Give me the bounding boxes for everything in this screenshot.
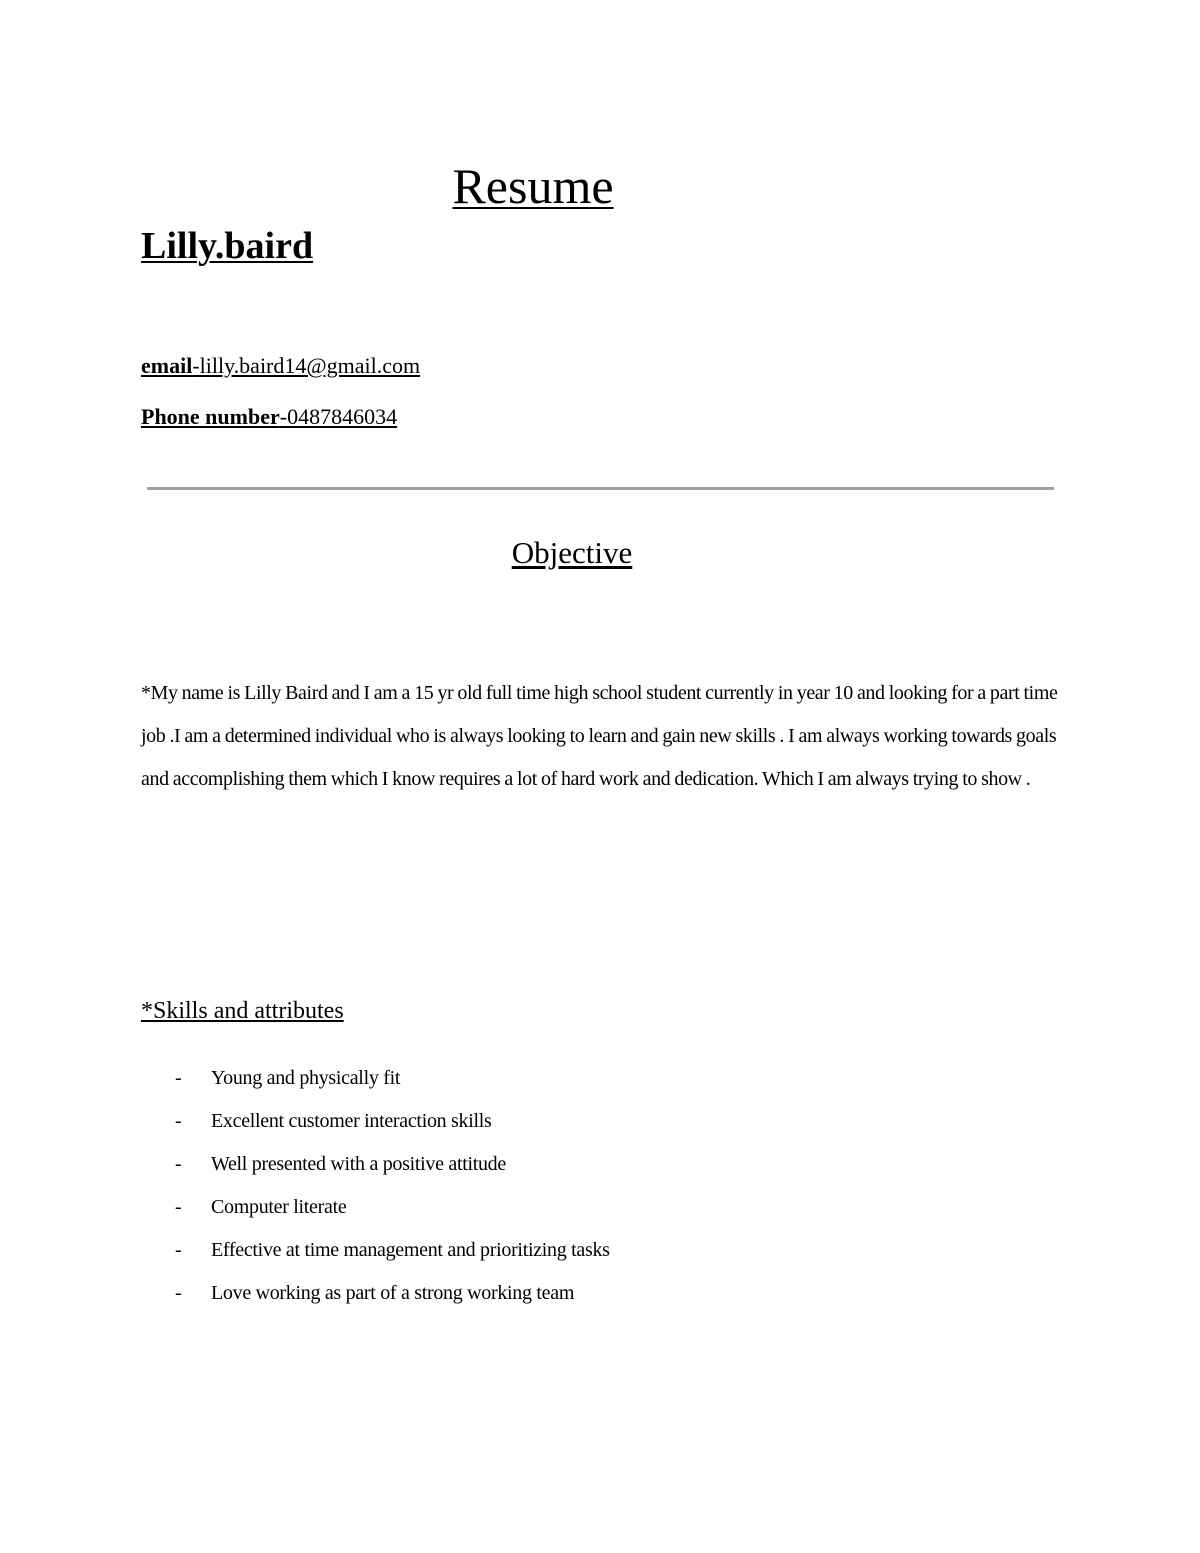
skill-text: Love working as part of a strong working team — [211, 1282, 575, 1304]
bullet-dash: - — [175, 1196, 182, 1218]
email-value: -lilly.baird14@gmail.com — [192, 353, 421, 378]
skill-text: Well presented with a positive attitude — [211, 1153, 506, 1175]
list-item — [0, 1143, 1200, 1186]
bullet-dash: - — [175, 1153, 182, 1175]
page-title: Resume — [452, 158, 614, 214]
bullet-dash: - — [175, 1110, 182, 1132]
list-item — [0, 1272, 1200, 1315]
list-item — [0, 1100, 1200, 1143]
email-line — [141, 351, 420, 381]
skills-heading: *Skills and attributes — [141, 998, 344, 1024]
skill-text: Young and physically fit — [211, 1067, 401, 1089]
list-item — [0, 1057, 1200, 1100]
skill-text: Excellent customer interaction skills — [211, 1110, 492, 1132]
bullet-dash: - — [175, 1239, 182, 1261]
skill-text: Effective at time management and prioritizing tasks — [211, 1239, 610, 1261]
email-label: email — [141, 353, 193, 378]
list-item — [0, 1186, 1200, 1229]
skills-list — [0, 1057, 1200, 1315]
skill-text: Computer literate — [211, 1196, 347, 1218]
phone-value: -0487846034 — [279, 404, 398, 429]
bullet-dash: - — [175, 1067, 182, 1089]
phone-line — [141, 402, 397, 432]
applicant-name: Lilly.baird — [141, 225, 314, 267]
section-divider — [147, 487, 1054, 490]
objective-heading: Objective — [511, 535, 633, 570]
phone-label: Phone number — [141, 404, 280, 429]
bullet-dash: - — [175, 1282, 182, 1304]
list-item — [0, 1229, 1200, 1272]
objective-paragraph: *My name is Lilly Baird and I am a 15 yr old full time high school student currently in year 10 and looking for a part time job .I am a determined individual who is always looking to learn and gain new skills . I am always working towards goals and accomplishing them which I know requires a lot of hard work and dedication. Which I am always trying to show . — [141, 682, 1058, 790]
